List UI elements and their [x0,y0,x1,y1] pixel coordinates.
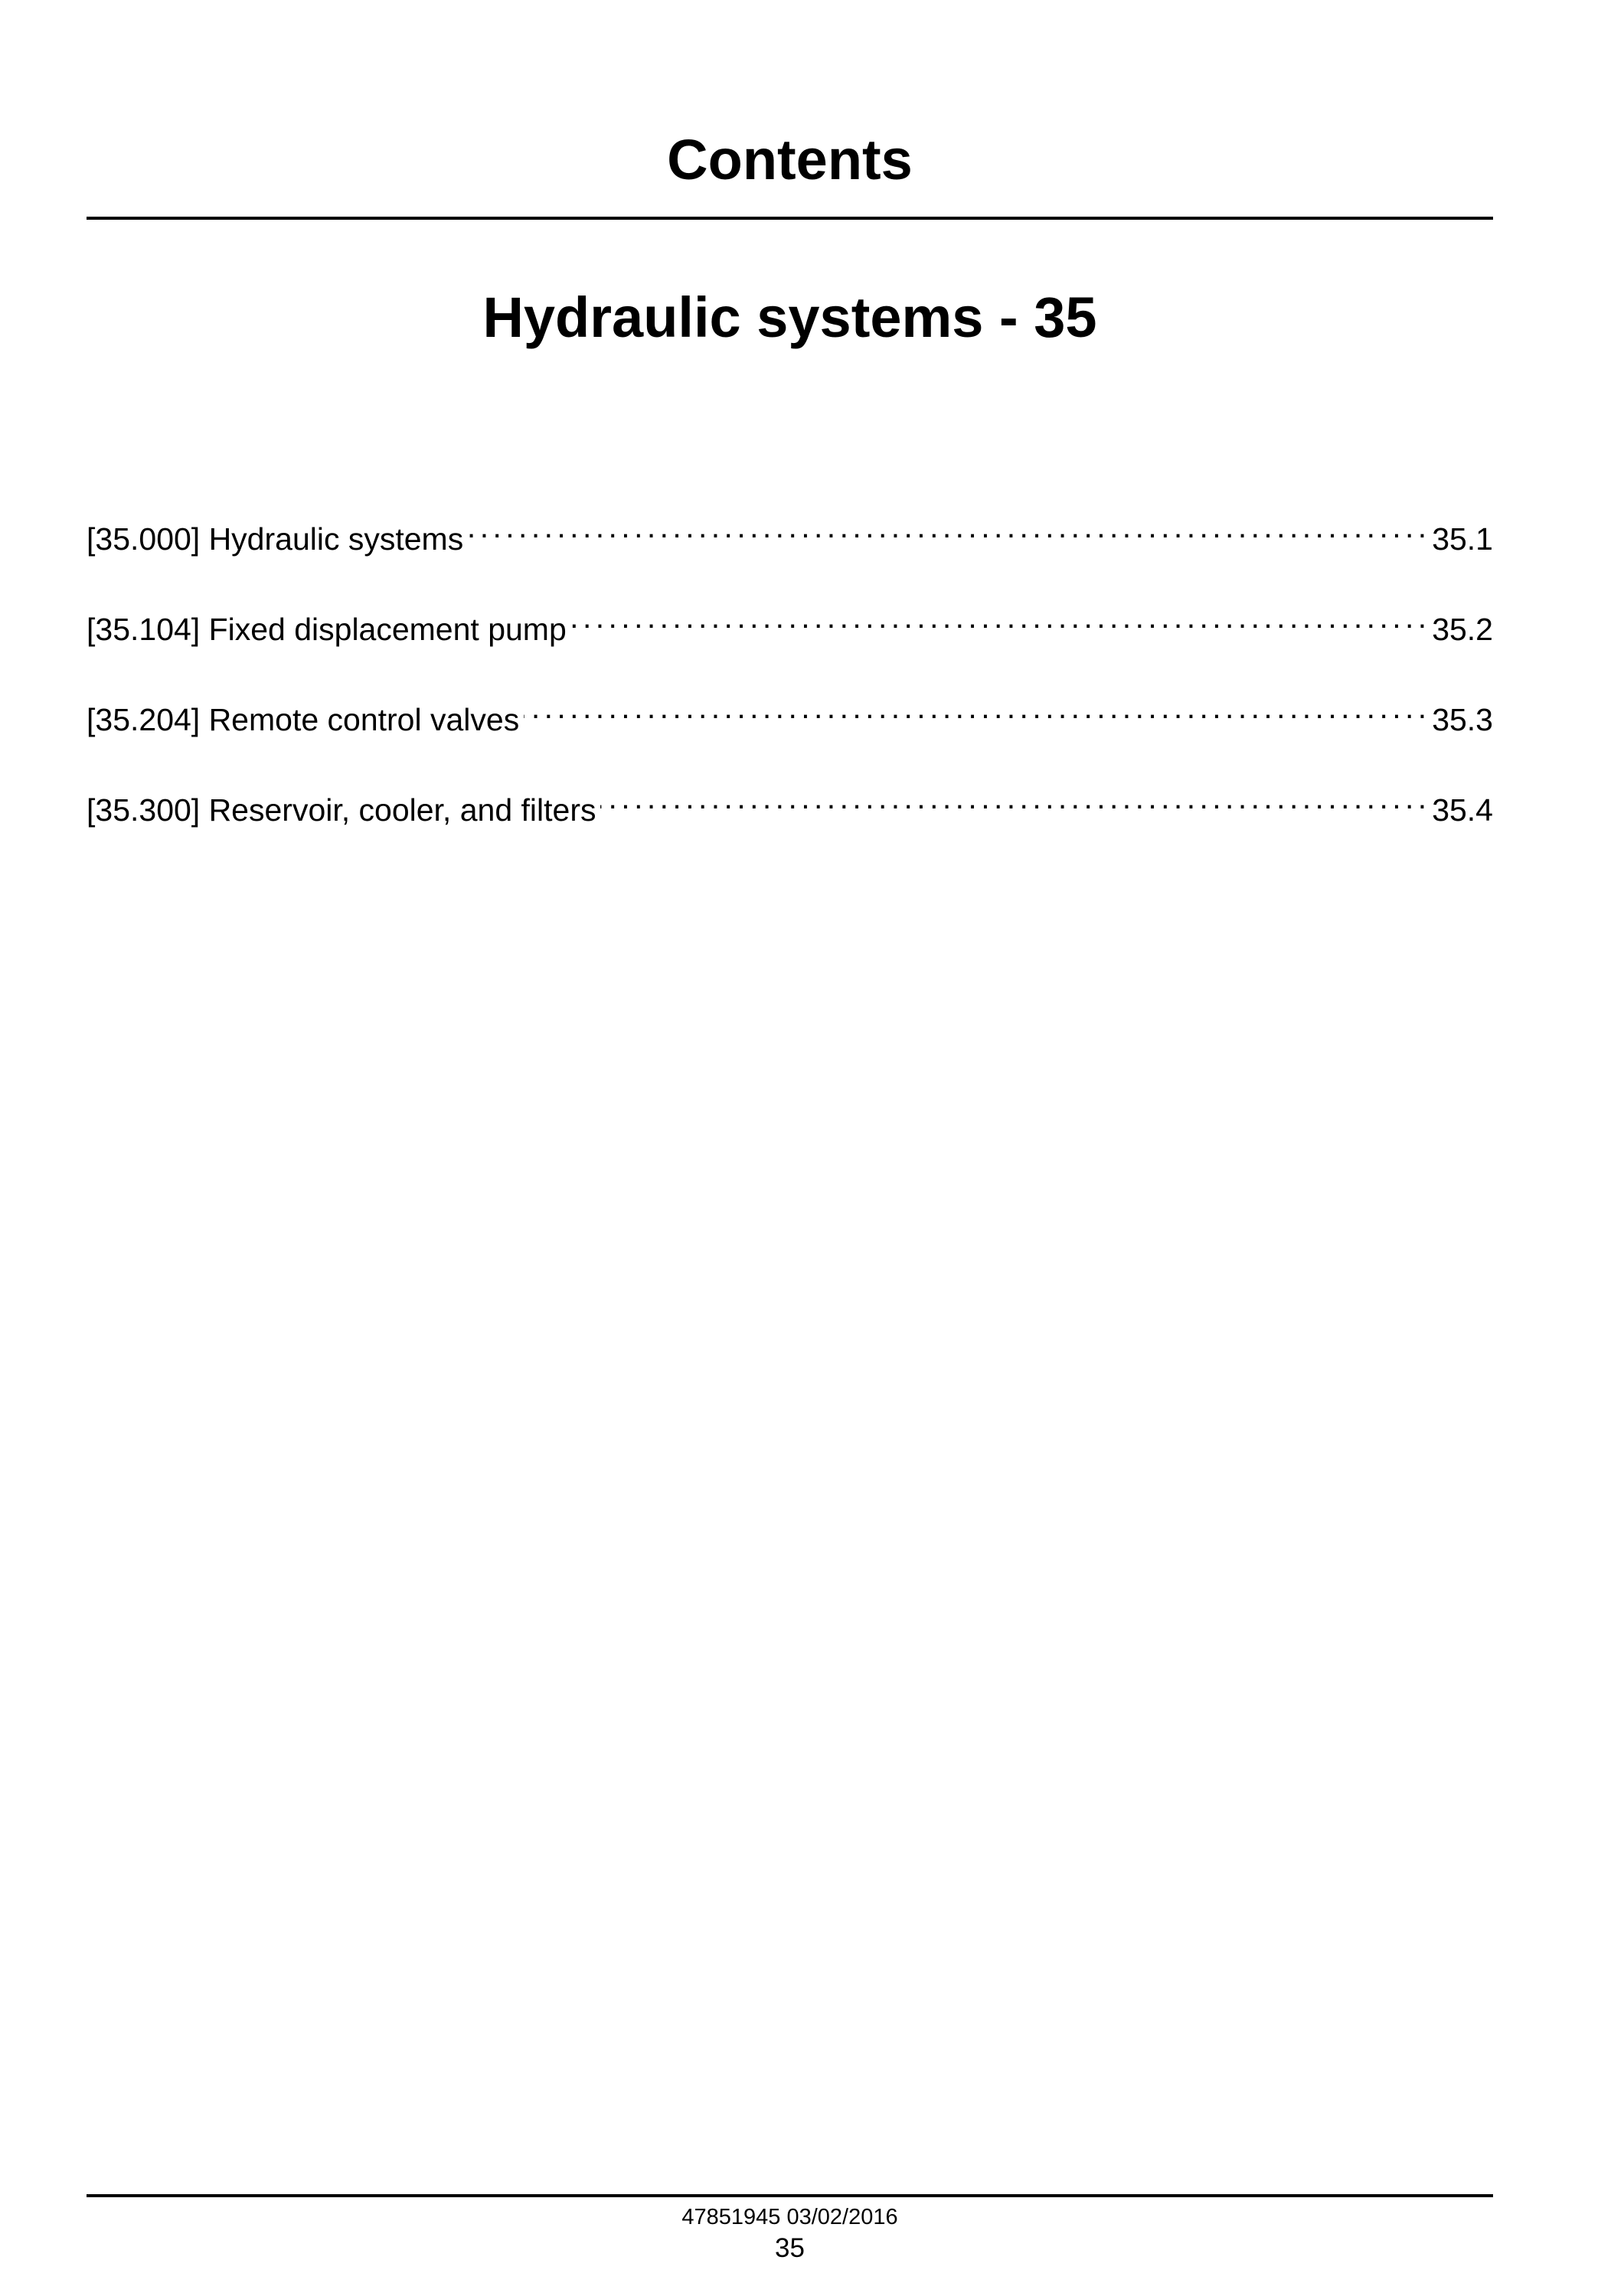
toc-dot-leader [468,504,1424,550]
toc-entry-page: 35.4 [1432,792,1493,828]
section-title: Hydraulic systems - 35 [482,286,1097,349]
toc-dot-leader [600,775,1424,821]
table-of-contents [87,504,1493,865]
document-id: 47851945 03/02/2016 [681,2205,898,2229]
toc-entry-page: 35.3 [1432,702,1493,737]
toc-dot-leader [524,684,1424,730]
toc-entry-35-300[interactable] [87,775,1493,865]
toc-entry-35-000[interactable] [87,504,1493,594]
toc-entry-label: [35.000] Hydraulic systems [87,521,464,557]
toc-dot-leader [571,594,1424,640]
title-divider [87,217,1493,220]
toc-entry-35-104[interactable] [87,594,1493,684]
toc-entry-35-204[interactable] [87,684,1493,775]
toc-entry-label: [35.104] Fixed displacement pump [87,612,567,647]
page-title: Contents [667,128,913,191]
toc-entry-page: 35.1 [1432,521,1493,557]
footer-divider [87,2194,1493,2197]
page-number: 35 [775,2233,805,2263]
toc-entry-page: 35.2 [1432,612,1493,647]
toc-entry-label: [35.204] Remote control valves [87,702,520,737]
toc-entry-label: [35.300] Reservoir, cooler, and filters [87,792,596,828]
